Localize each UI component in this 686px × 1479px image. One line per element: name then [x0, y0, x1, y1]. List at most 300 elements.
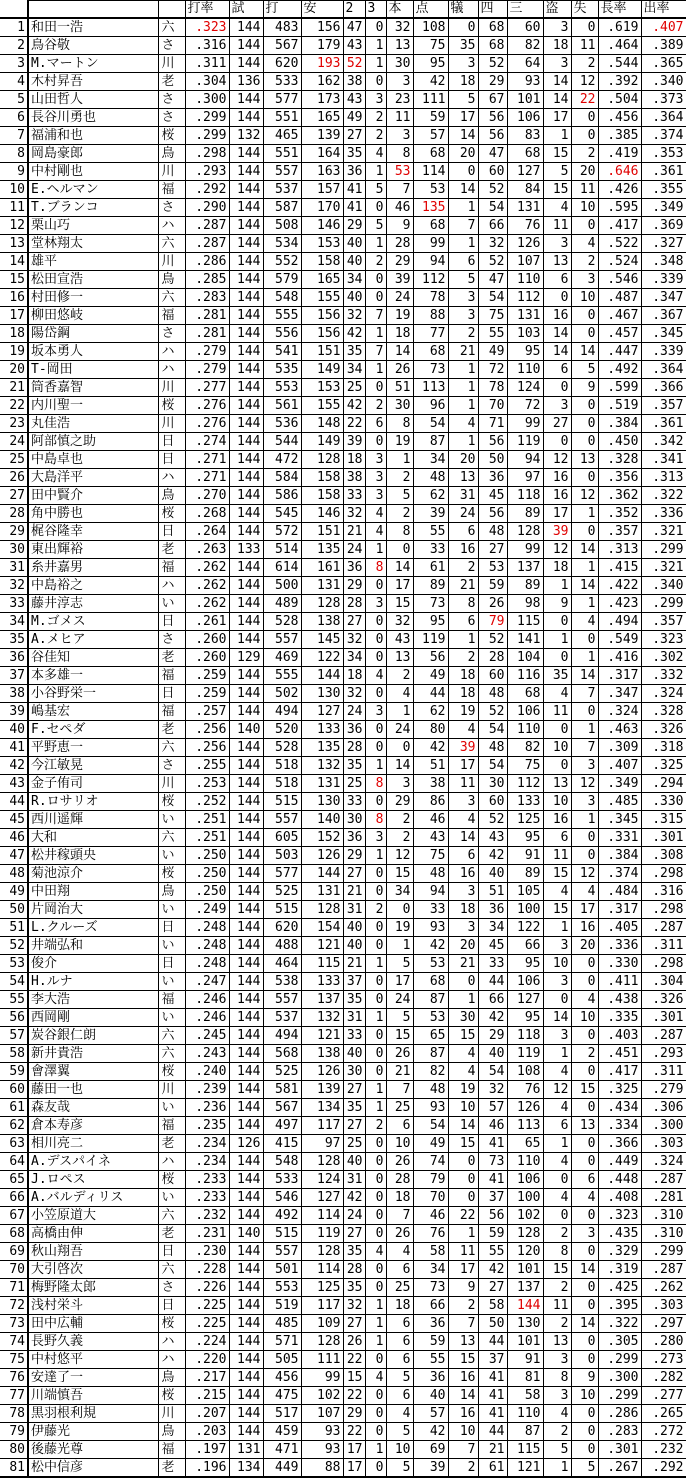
table-row [0, 757, 686, 775]
cell-t: 0 [365, 1423, 386, 1441]
cell-name: A.デスパイネ [28, 1153, 158, 1171]
cell-name: 堂林翔太 [28, 235, 158, 253]
cell-hr: 7 [386, 1081, 413, 1099]
cell-so: 101 [507, 1261, 543, 1279]
cell-so: 104 [507, 649, 543, 667]
table-row [0, 343, 686, 361]
table-row [0, 883, 686, 901]
cell-name: 梶谷隆幸 [28, 523, 158, 541]
cell-bb: 48 [478, 739, 507, 757]
cell-sb: 11 [543, 1297, 571, 1315]
cell-bb: 32 [478, 1081, 507, 1099]
cell-sb: 8 [543, 1243, 571, 1261]
cell-g: 144 [229, 37, 263, 55]
cell-no: 30 [0, 541, 28, 559]
cell-obp: .324 [641, 1153, 686, 1171]
cell-slg: .464 [598, 37, 641, 55]
cell-ab: 488 [263, 937, 301, 955]
cell-no: 71 [0, 1279, 28, 1297]
cell-g: 144 [229, 559, 263, 577]
table-row [0, 1441, 686, 1459]
cell-so: 106 [507, 109, 543, 127]
cell-bb: 45 [478, 937, 507, 955]
cell-rbi: 62 [413, 487, 448, 505]
cell-g: 144 [229, 1081, 263, 1099]
cell-sb: 1 [543, 1135, 571, 1153]
cell-avg: .271 [185, 451, 229, 469]
table-row [0, 973, 686, 991]
cell-no: 64 [0, 1153, 28, 1171]
cell-e: 0 [571, 325, 598, 343]
cell-no: 38 [0, 685, 28, 703]
cell-avg: .215 [185, 1387, 229, 1405]
cell-slg: .408 [598, 1189, 641, 1207]
cell-obp: .303 [641, 1135, 686, 1153]
cell-g: 144 [229, 235, 263, 253]
cell-sb: 17 [543, 109, 571, 127]
cell-sac: 1 [448, 631, 478, 649]
cell-avg: .262 [185, 595, 229, 613]
cell-rbi: 87 [413, 433, 448, 451]
cell-team: 桜 [158, 865, 185, 883]
cell-rbi: 49 [413, 1135, 448, 1153]
cell-bb: 72 [478, 361, 507, 379]
cell-hr: 24 [386, 991, 413, 1009]
cell-rbi: 42 [413, 73, 448, 91]
cell-hr: 6 [386, 1261, 413, 1279]
cell-d: 24 [343, 1207, 365, 1225]
cell-d: 40 [343, 1153, 365, 1171]
cell-name: 李大浩 [28, 991, 158, 1009]
cell-sb: 0 [543, 991, 571, 1009]
cell-g: 144 [229, 145, 263, 163]
cell-slg: .357 [598, 523, 641, 541]
cell-hr: 6 [386, 1117, 413, 1135]
cell-slg: .435 [598, 1225, 641, 1243]
cell-hr: 1 [386, 451, 413, 469]
cell-sac: 18 [448, 901, 478, 919]
cell-t: 0 [365, 613, 386, 631]
cell-obp: .282 [641, 1369, 686, 1387]
table-row [0, 1153, 686, 1171]
cell-bb: 67 [478, 91, 507, 109]
cell-slg: .487 [598, 289, 641, 307]
cell-e: 4 [571, 991, 598, 1009]
cell-obp: .373 [641, 91, 686, 109]
cell-avg: .234 [185, 1135, 229, 1153]
cell-obp: .298 [641, 955, 686, 973]
cell-ab: 568 [263, 1045, 301, 1063]
table-row [0, 235, 686, 253]
cell-bb: 29 [478, 73, 507, 91]
table-row [0, 1189, 686, 1207]
cell-t: 0 [365, 577, 386, 595]
cell-ab: 528 [263, 739, 301, 757]
cell-d: 24 [343, 541, 365, 559]
cell-e: 0 [571, 1351, 598, 1369]
cell-avg: .250 [185, 865, 229, 883]
cell-name: 田中広輔 [28, 1315, 158, 1333]
cell-no: 81 [0, 1459, 28, 1478]
cell-d: 33 [343, 1027, 365, 1045]
cell-name: 高橋由伸 [28, 1225, 158, 1243]
cell-bb: 42 [478, 847, 507, 865]
cell-avg: .236 [185, 1099, 229, 1117]
cell-ab: 465 [263, 127, 301, 145]
cell-name: 中島裕之 [28, 577, 158, 595]
cell-no: 11 [0, 199, 28, 217]
cell-e: 0 [571, 1441, 598, 1459]
table-row [0, 181, 686, 199]
cell-avg: .250 [185, 847, 229, 865]
cell-d: 34 [343, 649, 365, 667]
cell-g: 144 [229, 91, 263, 109]
cell-d: 29 [343, 577, 365, 595]
cell-e: 9 [571, 1369, 598, 1387]
cell-sac: 18 [448, 73, 478, 91]
cell-team: 桜 [158, 793, 185, 811]
table-row [0, 379, 686, 397]
cell-team: い [158, 1189, 185, 1207]
table-row [0, 73, 686, 91]
table-row [0, 901, 686, 919]
cell-no: 79 [0, 1423, 28, 1441]
cell-obp: .311 [641, 937, 686, 955]
cell-no: 21 [0, 379, 28, 397]
cell-so: 60 [507, 18, 543, 37]
cell-h: 148 [301, 415, 343, 433]
cell-hr: 24 [386, 721, 413, 739]
cell-slg: .336 [598, 937, 641, 955]
cell-sac: 16 [448, 1369, 478, 1387]
cell-t: 4 [365, 145, 386, 163]
cell-hr: 18 [386, 1297, 413, 1315]
cell-h: 99 [301, 1369, 343, 1387]
cell-g: 144 [229, 595, 263, 613]
cell-d: 35 [343, 1099, 365, 1117]
cell-so: 84 [507, 181, 543, 199]
cell-sb: 4 [543, 685, 571, 703]
cell-slg: .492 [598, 361, 641, 379]
table-row [0, 433, 686, 451]
cell-d: 28 [343, 739, 365, 757]
cell-sb: 16 [543, 307, 571, 325]
cell-avg: .230 [185, 1243, 229, 1261]
cell-sb: 35 [543, 667, 571, 685]
cell-rbi: 48 [413, 865, 448, 883]
cell-no: 14 [0, 253, 28, 271]
cell-t: 0 [365, 1459, 386, 1478]
cell-sac: 5 [448, 91, 478, 109]
cell-obp: .339 [641, 343, 686, 361]
cell-no: 4 [0, 73, 28, 91]
cell-h: 156 [301, 307, 343, 325]
cell-so: 128 [507, 1225, 543, 1243]
cell-sac: 15 [448, 1351, 478, 1369]
cell-sb: 4 [543, 199, 571, 217]
cell-name: 平野恵一 [28, 739, 158, 757]
cell-name: 相川亮二 [28, 1135, 158, 1153]
cell-sac: 0 [448, 1189, 478, 1207]
cell-name: 山田哲人 [28, 91, 158, 109]
cell-d: 21 [343, 883, 365, 901]
cell-name: 長谷川勇也 [28, 109, 158, 127]
cell-d: 35 [343, 343, 365, 361]
table-row [0, 775, 686, 793]
cell-t: 1 [365, 757, 386, 775]
cell-bb: 49 [478, 343, 507, 361]
cell-t: 1 [365, 1009, 386, 1027]
table-row [0, 811, 686, 829]
cell-name: 新井貴浩 [28, 1045, 158, 1063]
cell-d: 40 [343, 235, 365, 253]
cell-g: 144 [229, 1207, 263, 1225]
table-row [0, 649, 686, 667]
cell-no: 52 [0, 937, 28, 955]
cell-sb: 4 [543, 1405, 571, 1423]
cell-obp: .353 [641, 145, 686, 163]
cell-t: 6 [365, 415, 386, 433]
cell-team: い [158, 847, 185, 865]
cell-avg: .268 [185, 505, 229, 523]
cell-avg: .260 [185, 631, 229, 649]
cell-d: 41 [343, 181, 365, 199]
cell-d: 21 [343, 955, 365, 973]
cell-t: 0 [365, 865, 386, 883]
cell-d: 49 [343, 109, 365, 127]
cell-obp: .322 [641, 487, 686, 505]
cell-sac: 13 [448, 1333, 478, 1351]
column-header [158, 1, 185, 19]
cell-e: 20 [571, 163, 598, 181]
cell-hr: 3 [386, 127, 413, 145]
cell-t: 8 [365, 811, 386, 829]
cell-sb: 1 [543, 919, 571, 937]
cell-bb: 56 [478, 1207, 507, 1225]
cell-bb: 54 [478, 757, 507, 775]
cell-rbi: 96 [413, 397, 448, 415]
cell-slg: .595 [598, 199, 641, 217]
cell-name: A.バルディリス [28, 1189, 158, 1207]
cell-name: M.ゴメス [28, 613, 158, 631]
cell-avg: .270 [185, 487, 229, 505]
cell-name: 東出輝裕 [28, 541, 158, 559]
cell-bb: 79 [478, 613, 507, 631]
cell-t: 1 [365, 1081, 386, 1099]
cell-h: 149 [301, 433, 343, 451]
cell-no: 31 [0, 559, 28, 577]
cell-slg: .323 [598, 1207, 641, 1225]
cell-d: 47 [343, 18, 365, 37]
cell-slg: .417 [598, 1063, 641, 1081]
cell-so: 126 [507, 235, 543, 253]
cell-sb: 15 [543, 1261, 571, 1279]
cell-no: 17 [0, 307, 28, 325]
cell-bb: 42 [478, 1009, 507, 1027]
cell-g: 144 [229, 1351, 263, 1369]
cell-sac: 31 [448, 487, 478, 505]
cell-hr: 5 [386, 1459, 413, 1478]
cell-sac: 3 [448, 307, 478, 325]
cell-sac: 3 [448, 289, 478, 307]
cell-no: 61 [0, 1099, 28, 1117]
cell-so: 106 [507, 1171, 543, 1189]
cell-g: 144 [229, 1099, 263, 1117]
cell-g: 133 [229, 541, 263, 559]
cell-so: 126 [507, 1099, 543, 1117]
header-row [0, 1, 686, 19]
cell-team: 日 [158, 433, 185, 451]
table-row [0, 361, 686, 379]
table-row [0, 685, 686, 703]
cell-d: 25 [343, 1135, 365, 1153]
cell-hr: 15 [386, 865, 413, 883]
cell-team: 桜 [158, 127, 185, 145]
cell-slg: .301 [598, 1441, 641, 1459]
cell-ab: 533 [263, 73, 301, 91]
cell-hr: 25 [386, 1279, 413, 1297]
cell-obp: .332 [641, 667, 686, 685]
cell-e: 0 [571, 1135, 598, 1153]
cell-ab: 519 [263, 1297, 301, 1315]
cell-sb: 0 [543, 379, 571, 397]
cell-obp: .339 [641, 271, 686, 289]
cell-name: 筒香嘉智 [28, 379, 158, 397]
cell-slg: .467 [598, 307, 641, 325]
cell-name: 井端弘和 [28, 937, 158, 955]
cell-d: 27 [343, 613, 365, 631]
cell-avg: .251 [185, 811, 229, 829]
cell-team: さ [158, 325, 185, 343]
cell-name: 秋山翔吾 [28, 1243, 158, 1261]
cell-rbi: 76 [413, 1225, 448, 1243]
cell-team: 川 [158, 415, 185, 433]
cell-hr: 26 [386, 361, 413, 379]
cell-slg: .324 [598, 703, 641, 721]
cell-name: F.セペダ [28, 721, 158, 739]
cell-ab: 517 [263, 1405, 301, 1423]
cell-rbi: 78 [413, 289, 448, 307]
cell-sac: 20 [448, 451, 478, 469]
cell-e: 0 [571, 217, 598, 235]
cell-e: 4 [571, 1189, 598, 1207]
cell-d: 25 [343, 379, 365, 397]
cell-d: 31 [343, 901, 365, 919]
cell-t: 0 [365, 289, 386, 307]
cell-hr: 14 [386, 757, 413, 775]
cell-obp: .321 [641, 559, 686, 577]
cell-ab: 555 [263, 667, 301, 685]
table-row [0, 1279, 686, 1297]
cell-hr: 26 [386, 1153, 413, 1171]
cell-sac: 21 [448, 343, 478, 361]
cell-hr: 51 [386, 379, 413, 397]
cell-slg: .403 [598, 1027, 641, 1045]
cell-team: 老 [158, 1225, 185, 1243]
cell-avg: .246 [185, 991, 229, 1009]
cell-h: 155 [301, 289, 343, 307]
cell-avg: .292 [185, 181, 229, 199]
cell-name: 菊池涼介 [28, 865, 158, 883]
cell-g: 144 [229, 793, 263, 811]
table-row [0, 109, 686, 127]
cell-hr: 15 [386, 595, 413, 613]
cell-so: 137 [507, 1279, 543, 1297]
cell-name: 藤井淳志 [28, 595, 158, 613]
cell-team: 桜 [158, 1315, 185, 1333]
cell-d: 26 [343, 1333, 365, 1351]
cell-bb: 37 [478, 1351, 507, 1369]
cell-no: 27 [0, 487, 28, 505]
cell-team: 福 [158, 703, 185, 721]
cell-no: 22 [0, 397, 28, 415]
cell-slg: .328 [598, 451, 641, 469]
cell-no: 18 [0, 325, 28, 343]
cell-no: 24 [0, 433, 28, 451]
cell-team: い [158, 811, 185, 829]
cell-no: 12 [0, 217, 28, 235]
cell-obp: .272 [641, 1423, 686, 1441]
cell-hr: 12 [386, 847, 413, 865]
cell-h: 163 [301, 163, 343, 181]
cell-so: 101 [507, 1333, 543, 1351]
cell-hr: 10 [386, 1135, 413, 1153]
cell-t: 8 [365, 775, 386, 793]
cell-obp: .374 [641, 127, 686, 145]
cell-t: 5 [365, 217, 386, 235]
column-header: 点 [413, 1, 448, 19]
cell-d: 52 [343, 55, 365, 73]
cell-rbi: 95 [413, 613, 448, 631]
cell-ab: 605 [263, 829, 301, 847]
cell-so: 127 [507, 991, 543, 1009]
cell-sb: 14 [543, 343, 571, 361]
cell-t: 3 [365, 469, 386, 487]
cell-hr: 14 [386, 559, 413, 577]
cell-sb: 3 [543, 1387, 571, 1405]
cell-rbi: 112 [413, 271, 448, 289]
cell-no: 57 [0, 1027, 28, 1045]
cell-slg: .349 [598, 775, 641, 793]
cell-sac: 17 [448, 757, 478, 775]
cell-name: 角中勝也 [28, 505, 158, 523]
cell-g: 144 [229, 325, 263, 343]
cell-hr: 8 [386, 415, 413, 433]
cell-avg: .224 [185, 1333, 229, 1351]
cell-h: 88 [301, 1459, 343, 1478]
cell-no: 16 [0, 289, 28, 307]
cell-so: 128 [507, 523, 543, 541]
cell-no: 42 [0, 757, 28, 775]
cell-e: 14 [571, 541, 598, 559]
cell-sb: 4 [543, 1153, 571, 1171]
cell-t: 3 [365, 91, 386, 109]
cell-avg: .271 [185, 469, 229, 487]
cell-t: 5 [365, 181, 386, 199]
cell-e: 3 [571, 793, 598, 811]
cell-obp: .301 [641, 1009, 686, 1027]
cell-slg: .422 [598, 577, 641, 595]
cell-e: 0 [571, 973, 598, 991]
cell-team: 日 [158, 523, 185, 541]
cell-rbi: 54 [413, 1117, 448, 1135]
cell-sb: 0 [543, 1207, 571, 1225]
cell-t: 0 [365, 1171, 386, 1189]
table-row [0, 451, 686, 469]
cell-obp: .364 [641, 109, 686, 127]
cell-obp: .407 [641, 18, 686, 37]
cell-obp: .310 [641, 1225, 686, 1243]
